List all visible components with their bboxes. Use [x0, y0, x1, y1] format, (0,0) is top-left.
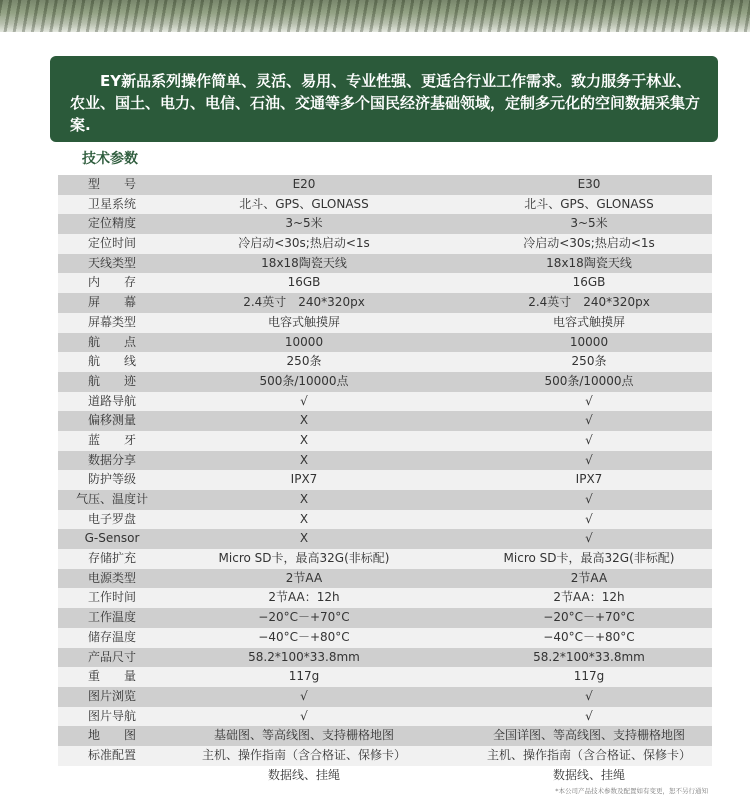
spec-value-e20: X — [299, 413, 309, 428]
spec-value-e30: −40°C－+80°C — [543, 629, 635, 644]
table-row — [58, 490, 712, 510]
table-row — [58, 451, 712, 471]
spec-label: 工作温度 — [87, 610, 136, 625]
table-row — [58, 293, 712, 313]
table-row — [58, 726, 712, 746]
spec-value-e30: 冷启动<30s;热启动<1s — [523, 236, 655, 251]
spec-value-e30: −20°C－+70°C — [543, 610, 635, 625]
spec-value-e20: 16GB — [287, 275, 321, 290]
section-title: 技术参数 — [82, 151, 138, 167]
spec-value-e20: 18x18陶瓷天线 — [261, 255, 347, 270]
spec-label: 屏 幕 — [87, 295, 136, 310]
spec-value-e30: √ — [585, 432, 593, 447]
spec-label: 天线类型 — [87, 255, 136, 270]
spec-value-e20: 500条/10000点 — [259, 373, 349, 388]
spec-value-e20: −20°C－+70°C — [258, 610, 350, 625]
table-row — [58, 766, 712, 786]
footnote: *本公司产品技术参数及配置如有变更，恕不另行通知 — [555, 787, 708, 795]
spec-label: 储存温度 — [87, 629, 136, 644]
spec-value-e20: X — [299, 432, 309, 447]
spec-value-e20: 北斗、GPS、GLONASS — [239, 196, 369, 211]
spec-label: 工作时间 — [87, 590, 136, 605]
spec-value-e30: E30 — [577, 177, 601, 191]
spec-label: 内 存 — [87, 275, 136, 290]
spec-label: 电子罗盘 — [87, 511, 136, 526]
spec-label: 防护等级 — [87, 472, 136, 487]
spec-value-e30: 主机、操作指南（含合格证、保修卡） — [486, 747, 691, 762]
spec-value-e30: 500条/10000点 — [544, 373, 634, 388]
spec-value-e30: √ — [585, 393, 593, 408]
spec-value-e30: 58.2*100*33.8mm — [533, 649, 645, 664]
table-row — [58, 214, 712, 234]
spec-value-e20: X — [299, 452, 309, 467]
table-row — [58, 273, 712, 293]
spec-value-e20: 电容式触摸屏 — [267, 314, 340, 329]
spec-value-e20: X — [299, 492, 309, 506]
spec-value-e30: 16GB — [572, 275, 606, 290]
spec-label: 图片导航 — [87, 708, 136, 723]
spec-value-e20: 250条 — [286, 354, 322, 369]
spec-value-e20: 58.2*100*33.8mm — [248, 649, 360, 664]
table-row — [58, 687, 712, 707]
table-row — [58, 254, 712, 274]
spec-label: 道路导航 — [87, 393, 136, 408]
spec-value-e30: 北斗、GPS、GLONASS — [524, 196, 654, 211]
spec-value-e20: 10000 — [284, 334, 324, 349]
table-row — [58, 510, 712, 530]
spec-label: 航 迹 — [87, 373, 136, 388]
spec-label: 电源类型 — [87, 570, 136, 585]
table-row — [58, 569, 712, 589]
spec-value-e30: √ — [585, 413, 593, 428]
intro-text: EY新品系列操作简单、灵活、易用、专业性强、更适合行业工作需求。致力服务于林业、农业、国土、电力、电信、石油、交通等多个国民经济基础领域，定制多元化的空间数据采集方案. — [70, 72, 701, 134]
spec-value-e20: √ — [300, 393, 308, 408]
spec-label: 定位时间 — [87, 236, 136, 251]
spec-value-e20: 冷启动<30s;热启动<1s — [238, 236, 370, 251]
spec-value-e20: IPX7 — [290, 472, 318, 487]
spec-label: 地 图 — [87, 728, 136, 743]
header-photo-strip — [0, 0, 750, 32]
table-row — [58, 549, 712, 569]
spec-label: 气压、温度计 — [75, 492, 148, 506]
table-row — [58, 431, 712, 451]
spec-value-e30: 数据线、挂绳 — [552, 767, 625, 782]
spec-label: 偏移测量 — [87, 413, 136, 428]
spec-value-e30: √ — [585, 452, 593, 467]
table-row — [58, 707, 712, 727]
spec-value-e30: √ — [585, 531, 593, 546]
table-row — [58, 608, 712, 628]
spec-label: 存储扩充 — [87, 551, 136, 566]
spec-value-e30: 10000 — [569, 334, 609, 349]
table-row — [58, 529, 712, 549]
intro-banner — [50, 56, 718, 142]
spec-label: 航 点 — [87, 334, 136, 349]
spec-value-e30: √ — [585, 708, 593, 723]
spec-value-e20: 主机、操作指南（含合格证、保修卡） — [201, 747, 406, 762]
table-row — [58, 313, 712, 333]
table-row — [58, 195, 712, 215]
table-row — [58, 234, 712, 254]
spec-value-e20: −40°C－+80°C — [258, 629, 350, 644]
spec-label: 产品尺寸 — [87, 649, 136, 664]
spec-value-e20: 2节AA：12h — [268, 590, 340, 605]
spec-label: 标准配置 — [87, 747, 136, 762]
spec-value-e30: 2.4英寸 240*320px — [528, 295, 650, 310]
spec-label — [58, 766, 166, 786]
table-row — [58, 470, 712, 490]
spec-value-e30: 电容式触摸屏 — [552, 314, 625, 329]
spec-value-e20: √ — [300, 688, 308, 703]
spec-value-e30: √ — [585, 492, 593, 506]
spec-value-e20: 3~5米 — [285, 216, 323, 231]
spec-value-e20: E20 — [292, 177, 316, 191]
table-row — [58, 372, 712, 392]
spec-label: 定位精度 — [87, 216, 136, 231]
spec-value-e30: 全国详图、等高线图、支持栅格地图 — [492, 728, 685, 743]
spec-value-e20: 2节AA — [285, 570, 323, 585]
table-row — [58, 746, 712, 766]
table-row — [58, 333, 712, 353]
spec-value-e20: 数据线、挂绳 — [267, 767, 340, 782]
spec-value-e20: X — [299, 531, 309, 546]
spec-value-e30: √ — [585, 688, 593, 703]
spec-value-e20: √ — [300, 708, 308, 723]
table-row — [58, 352, 712, 372]
spec-value-e30: IPX7 — [575, 472, 603, 487]
table-row — [58, 628, 712, 648]
spec-label: 图片浏览 — [87, 688, 136, 703]
spec-label: 卫星系统 — [87, 196, 136, 211]
table-row — [58, 588, 712, 608]
spec-value-e20: 2.4英寸 240*320px — [243, 295, 365, 310]
spec-value-e20: X — [299, 511, 309, 526]
spec-value-e30: 2节AA：12h — [553, 590, 625, 605]
spec-label: 蓝 牙 — [87, 432, 136, 447]
table-row — [58, 648, 712, 668]
spec-table — [58, 175, 712, 785]
spec-label: 数据分享 — [87, 452, 136, 467]
spec-value-e20: 基础图、等高线图、支持栅格地图 — [213, 728, 394, 743]
spec-value-e30: √ — [585, 511, 593, 526]
table-row — [58, 411, 712, 431]
spec-value-e30: 250条 — [571, 354, 607, 369]
spec-label: G-Sensor — [84, 531, 140, 546]
spec-value-e20: 117g — [288, 669, 320, 684]
spec-value-e30: 18x18陶瓷天线 — [546, 255, 632, 270]
spec-label: 航 线 — [87, 354, 136, 369]
table-row — [58, 392, 712, 412]
spec-value-e30: 2节AA — [570, 570, 608, 585]
spec-label: 重 量 — [87, 669, 136, 684]
spec-value-e30: 3~5米 — [570, 216, 608, 231]
table-row — [58, 175, 712, 195]
spec-value-e30: Micro SD卡，最高32G(非标配) — [503, 551, 675, 566]
spec-value-e30: 117g — [573, 669, 605, 684]
spec-label: 型 号 — [87, 177, 136, 191]
spec-value-e20: Micro SD卡，最高32G(非标配) — [218, 551, 390, 566]
table-row — [58, 667, 712, 687]
spec-label: 屏幕类型 — [87, 314, 136, 329]
